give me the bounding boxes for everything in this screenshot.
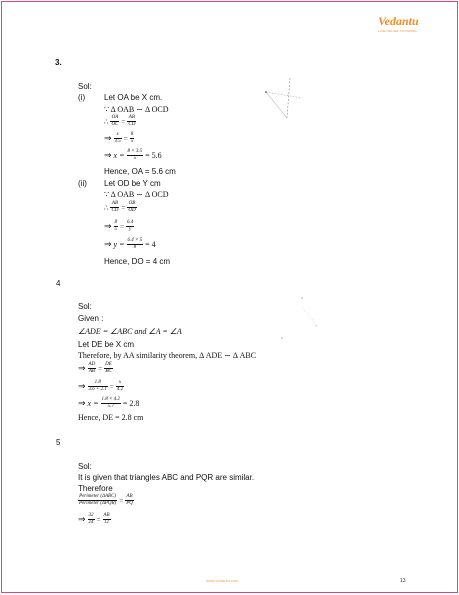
question-5-number: 5 bbox=[56, 438, 61, 447]
fraction: $\frac{8}{5}$ bbox=[130, 132, 134, 144]
q3-p1-hence: Hence, OA = 5.6 cm bbox=[104, 167, 176, 176]
q4-solve-x: ⇒ x = $\frac{1.8 \times 4.2}{5.7}$ = 2.8 bbox=[78, 397, 140, 409]
q3-p1-value-eq: ⇒ $\frac{x}{3.5}$ = $\frac{8}{5}$ bbox=[104, 132, 134, 144]
q3-p2-value-eq: ⇒ $\frac{8}{5}$ = $\frac{6.4}{y}$ bbox=[104, 220, 134, 232]
fraction: $\frac{32}{24}$ bbox=[88, 513, 94, 525]
q3-p2-ratio-eq: ∴ $\frac{AB}{CD}$ = $\frac{OB}{OD}$ bbox=[104, 201, 136, 213]
figure-point bbox=[281, 337, 282, 338]
q4-hence: Hence, DE = 2.8 cm bbox=[78, 413, 144, 422]
figure-line bbox=[302, 308, 318, 326]
q4-sol-label: Sol: bbox=[78, 302, 92, 311]
fraction: $\frac{AD}{AB}$ bbox=[88, 362, 96, 374]
figure-line bbox=[266, 92, 302, 98]
q3-part2-label: (ii) bbox=[78, 179, 87, 188]
q3-p1-similarity: ∵ Δ OAB ∼ Δ OCD bbox=[104, 105, 169, 114]
figure-point bbox=[301, 297, 302, 298]
fraction: $\frac{AB}{12}$ bbox=[103, 513, 110, 525]
fraction: $\frac{8 \times 3.5}{5}$ bbox=[127, 149, 143, 161]
q3-p2-similarity: ∵ Δ OAB ∼ Δ OCD bbox=[104, 190, 169, 199]
q3-p1-solve-x: ⇒ x = $\frac{8 \times 3.5}{5}$ = 5.6 bbox=[104, 149, 162, 161]
fraction: $\frac{x}{3.5}$ bbox=[114, 132, 121, 144]
q3-triangle-figure bbox=[260, 76, 310, 122]
figure-point bbox=[315, 325, 316, 326]
q5-perimeter-ratio-eq: $\frac{\text{Perimeter (ΔABC)}}{\text{Perimeter (ΔPQR)}}$ = $\frac{AB}{PQ}$ bbox=[79, 494, 133, 506]
vedantu-tagline: LIVE ONLINE TUTORING bbox=[378, 29, 417, 33]
q5-therefore: Therefore bbox=[78, 484, 113, 493]
fraction: $\frac{x}{4.2}$ bbox=[116, 380, 124, 392]
q3-sol-label: Sol: bbox=[78, 82, 92, 91]
fraction: $\frac{1.8 \times 4.2}{5.7}$ bbox=[101, 397, 120, 409]
question-4-number: 4 bbox=[56, 279, 61, 288]
fraction: $\frac{AB}{CD}$ bbox=[128, 115, 136, 127]
q4-given-eq: ∠ADE = ∠ABC and ∠A = ∠A bbox=[78, 327, 182, 336]
footer-url: www.vedantu.com bbox=[206, 578, 239, 583]
fraction: $\frac{OB}{OD}$ bbox=[128, 201, 136, 213]
figure-line bbox=[266, 92, 287, 118]
vedantu-logo: Vedantu bbox=[378, 14, 419, 28]
fraction: $\frac{DE}{BC}$ bbox=[105, 362, 112, 374]
q4-value-eq: ⇒ $\frac{1.8}{3.6 + 2.1}$ = $\frac{x}{4.2}$ bbox=[78, 380, 124, 392]
q3-p1-let: Let OA be X cm. bbox=[104, 93, 163, 102]
fraction: $\frac{6.4 \times 5}{8}$ bbox=[127, 238, 143, 250]
figure-point bbox=[265, 91, 267, 93]
fraction: $\frac{1.8}{3.6 + 2.1}$ bbox=[88, 380, 107, 392]
q3-p1-ratio-eq: ∴ $\frac{OA}{OC}$ = $\frac{AB}{CD}$ bbox=[104, 115, 136, 127]
page-number: 13 bbox=[400, 578, 406, 584]
q4-let: Let DE be X cm bbox=[78, 340, 135, 349]
q4-ratio-eq: ⇒ $\frac{AD}{AB}$ = $\frac{DE}{BC}$ bbox=[78, 362, 112, 374]
q4-therefore: Therefore, by AA similarity theorem, Δ ADE ∼ Δ ABC bbox=[78, 351, 257, 360]
q3-p2-solve-y: ⇒ y = $\frac{6.4 \times 5}{8}$ = 4 bbox=[104, 238, 156, 250]
q4-triangle-figure bbox=[278, 294, 324, 344]
fraction: $\frac{8}{5}$ bbox=[114, 220, 118, 232]
document-page bbox=[1, 1, 458, 593]
fraction: $\frac{\text{Perimeter (ΔABC)}}{\text{Perimeter (ΔPQR)}}$ bbox=[79, 494, 117, 506]
question-3-number: 3. bbox=[55, 58, 62, 67]
fraction: $\frac{6.4}{y}$ bbox=[127, 220, 134, 232]
fraction: $\frac{AB}{CD}$ bbox=[111, 201, 119, 213]
q3-p2-hence: Hence, DO = 4 cm bbox=[104, 257, 171, 266]
q5-value-eq: ⇒ $\frac{32}{24}$ = $\frac{AB}{12}$ bbox=[78, 513, 110, 525]
q5-sol-label: Sol: bbox=[78, 462, 92, 471]
fraction: $\frac{OA}{OC}$ bbox=[111, 115, 119, 127]
q4-given-label: Given : bbox=[78, 314, 104, 323]
fraction: $\frac{AB}{PQ}$ bbox=[126, 494, 133, 506]
q5-given: It is given that triangles ABC and PQR are similar. bbox=[78, 473, 255, 482]
figure-line bbox=[287, 78, 290, 118]
q3-p2-let: Let OD be Y cm bbox=[104, 179, 161, 188]
q3-part1-label: (i) bbox=[78, 93, 86, 102]
